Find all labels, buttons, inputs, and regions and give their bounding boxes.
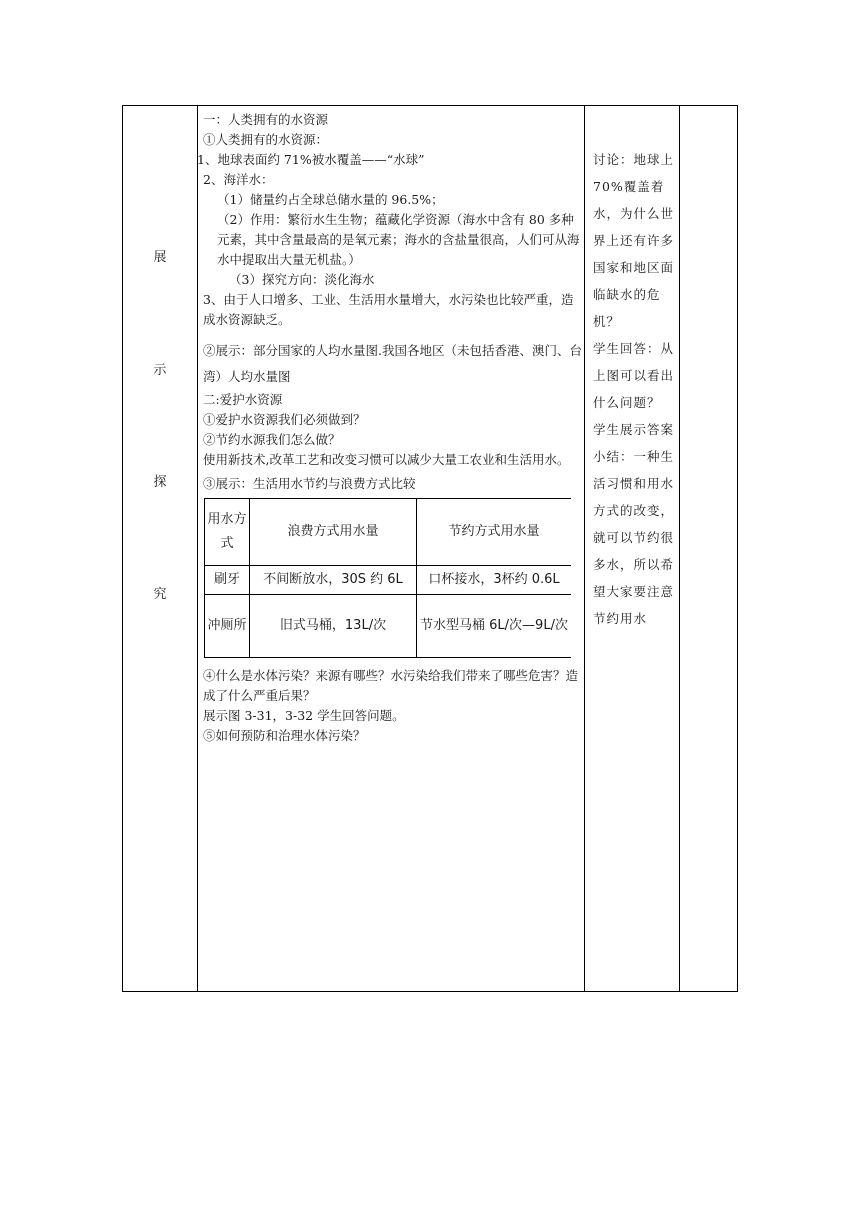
section-label-column [123,106,197,991]
column-divider [679,106,680,991]
text-paragraph: ②展示：部分国家的人均水量图.我国各地区（未包括香港、澳门、台湾）人均水量图 [203,343,582,384]
text-paragraph: 3、由于人口增多、工业、生活用水量增大，水污染也比较严重，造成水资源缺乏。 [203,292,574,327]
text-line: 2、海洋水： [203,172,274,187]
heading-water-resources: 一：人类拥有的水资源 [203,112,329,127]
text-line: ①爱护水资源我们必须做到？ [203,412,366,427]
table-cell: 冲厕所 [205,595,250,658]
text-paragraph: （2）作用：繁衍水生生物；蕴藏化学资源（海水中含有 80 多种元素，其中含量最高的是氧元素；海水的含盐量很高，人们可从海水中提取出大量无机盐。） [217,212,580,267]
text-line: ②节约水源我们怎么做？ [203,432,341,447]
text-line: （1）储量约占全球总储水量的 96.5%； [217,192,444,207]
column-divider [197,106,198,991]
table-cell: 口杯接水，3杯约 0.6L [417,566,572,595]
section-label: 究 [153,587,167,602]
discussion-note: 讨论：地球上 70%覆盖着水，为什么世界上还有许多国家和地区面临缺水的危机？ [593,152,675,329]
text-paragraph: ④什么是水体污染？来源有哪些？水污染给我们带来了哪些危害？造成了什么严重后果？ [203,668,579,703]
student-show-note: 学生展示答案 [593,422,675,437]
table-header: 节约方式用水量 [417,499,572,566]
water-usage-table [204,498,571,658]
text-paragraph: 使用新技术,改革工艺和改变习惯可以减少大量工农业和生活用水。 [203,452,570,467]
table-cell: 旧式马桶，13L/次 [250,595,417,658]
table-cell: 刷牙 [205,566,250,595]
lesson-table [122,105,738,992]
section-label: 展 [153,250,167,265]
text-line: ①人类拥有的水资源： [203,132,329,147]
section-label: 探 [153,475,167,490]
summary-note: 小结：一种生活习惯和用水方式的改变，就可以节约很多水，所以希望大家要注意节约用水 [593,449,675,626]
table-cell: 不间断放水，30S 约 6L [250,566,417,595]
section-label: 示 [153,363,167,378]
heading-protect-water: 二:爱护水资源 [203,392,283,407]
text-line: 1、地球表面约 71%被水覆盖——“水球” [197,152,425,167]
table-header: 用水方式 [205,499,250,566]
side-notes [593,146,675,632]
text-line: ⑤如何预防和治理水体污染？ [203,728,366,743]
table-cell: 节水型马桶 6L/次—9L/次 [417,595,572,658]
text-line: （3）探究方向：淡化海水 [229,272,375,287]
student-answer-note: 学生回答：从上图可以看出什么问题？ [593,341,675,410]
text-line: 展示图 3-31，3-32 学生回答问题。 [203,708,405,723]
main-content [197,110,583,746]
table-header: 浪费方式用水量 [250,499,417,566]
column-divider [584,106,585,991]
text-line: ③展示：生活用水节约与浪费方式比较 [203,476,416,491]
